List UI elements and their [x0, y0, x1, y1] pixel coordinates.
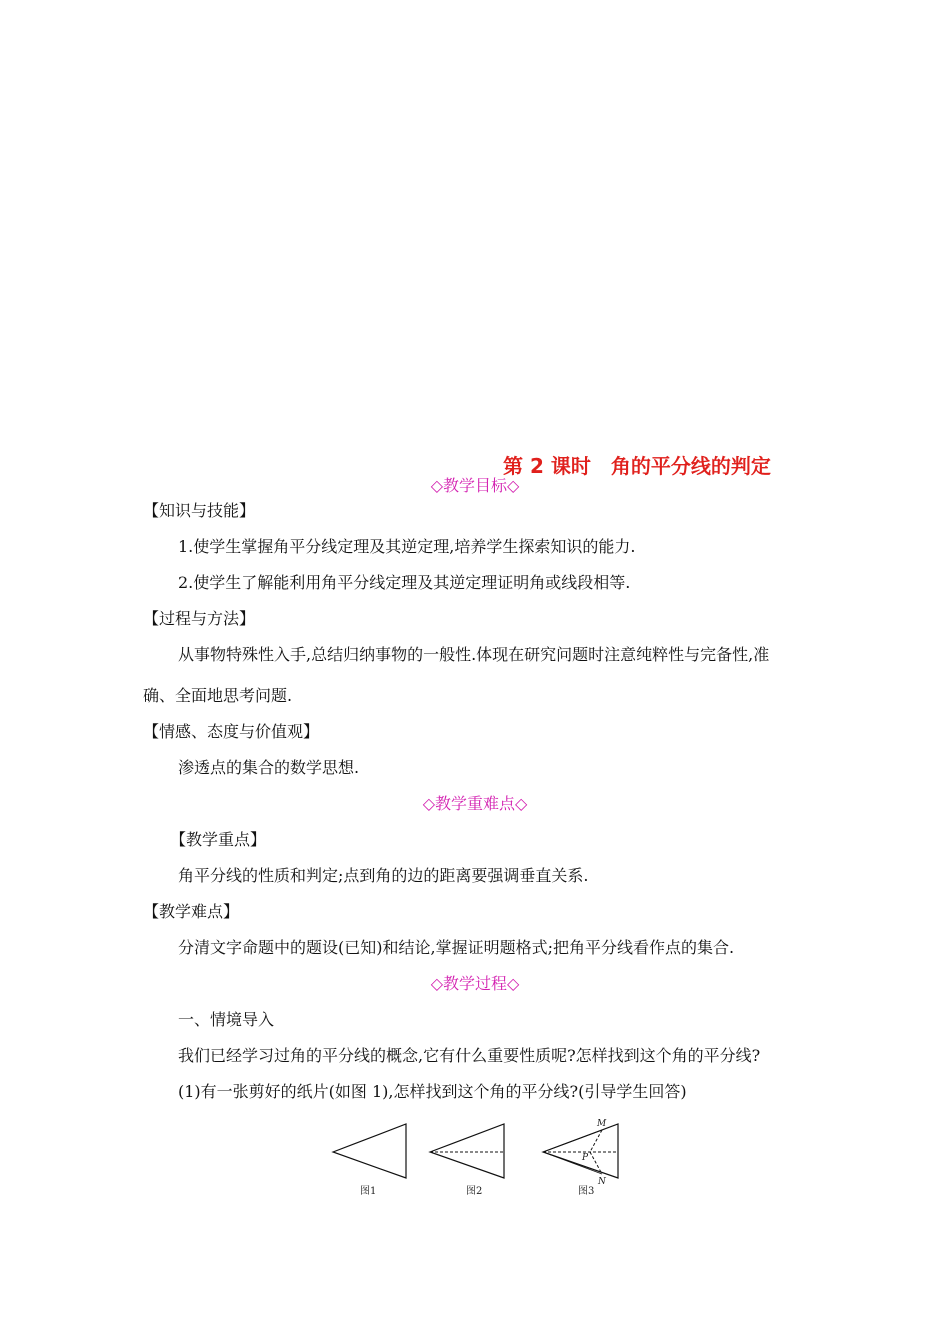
figure-3-line-am: [543, 1130, 602, 1152]
process-text-line-2: 确、全面地思考问题.: [143, 686, 293, 705]
figures-row: [330, 1118, 630, 1200]
question-1: (1)有一张剪好的纸片(如图 1),怎样找到这个角的平分线?(引导学生回答): [178, 1082, 687, 1101]
process-header: 【过程与方法】: [143, 609, 256, 628]
triangle-figures: [330, 1118, 630, 1200]
difficulty-text: 分清文字命题中的题设(已知)和结论,掌握证明题格式;把角平分线看作点的集合.: [178, 938, 735, 957]
figure-3-line-an: [543, 1152, 602, 1174]
process-main-header: ◇教学过程◇: [430, 974, 520, 993]
point-n-label: N: [598, 1177, 606, 1187]
knowledge-item-1: 1.使学生掌握角平分线定理及其逆定理,培养学生探索知识的能力.: [178, 537, 636, 556]
emotion-text: 渗透点的集合的数学思想.: [178, 758, 360, 777]
difficulty-header: 【教学难点】: [143, 902, 240, 921]
intro-text: 我们已经学习过角的平分线的概念,它有什么重要性质呢?怎样找到这个角的平分线?: [178, 1046, 761, 1065]
emotion-header: 【情感、态度与价值观】: [143, 722, 320, 741]
knowledge-header: 【知识与技能】: [143, 501, 256, 520]
key-header: 【教学重点】: [170, 830, 267, 849]
intro-header: 一、情境导入: [178, 1010, 275, 1029]
figure-3-triangle: [543, 1124, 618, 1178]
figure-1-triangle: [333, 1124, 406, 1178]
objectives-header: ◇教学目标◇: [430, 476, 520, 495]
figure-2-triangle: [430, 1124, 504, 1178]
knowledge-item-2: 2.使学生了解能利用角平分线定理及其逆定理证明角或线段相等.: [178, 573, 631, 592]
figure-3-label: 图3: [578, 1186, 595, 1197]
point-m-label: M: [597, 1119, 607, 1129]
process-text-line-1: 从事物特殊性入手,总结归纳事物的一般性.体现在研究问题时注意纯粹性与完备性,准: [178, 645, 770, 664]
figure-2-label: 图2: [466, 1186, 483, 1197]
lesson-title: 第 2 课时 角的平分线的判定: [503, 454, 771, 478]
keypoints-header: ◇教学重难点◇: [422, 794, 528, 813]
key-text: 角平分线的性质和判定;点到角的边的距离要强调垂直关系.: [178, 866, 589, 885]
point-p-label: P: [582, 1153, 589, 1163]
figure-1-label: 图1: [360, 1186, 377, 1197]
